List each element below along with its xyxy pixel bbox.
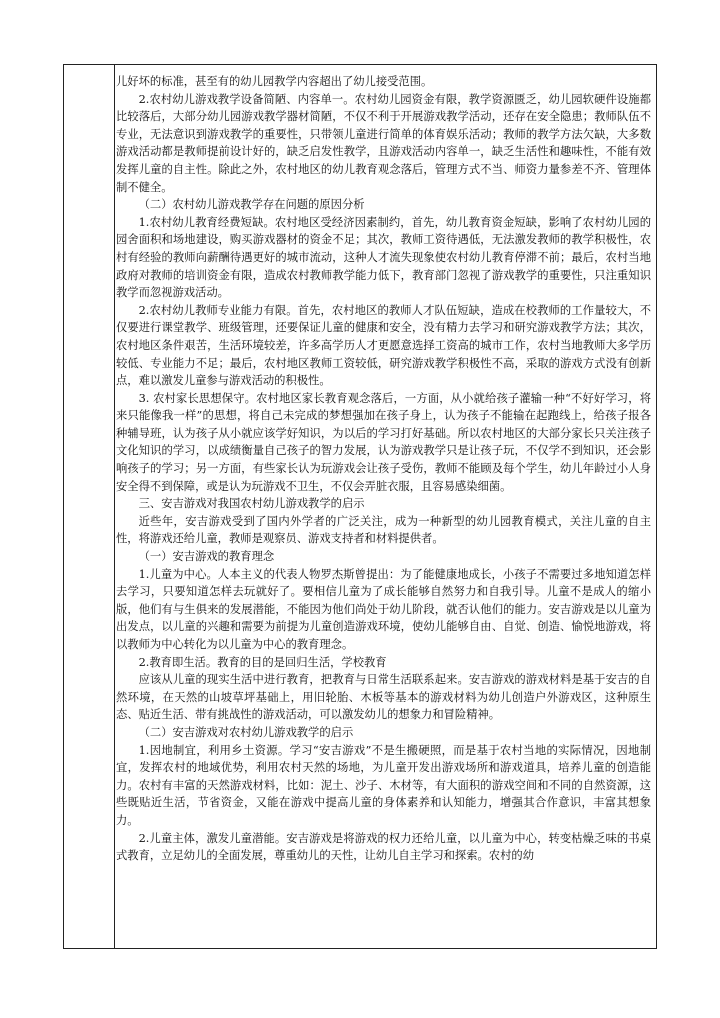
paragraph: 1.因地制宜，利用乡土资源。学习“安吉游戏”不是生搬硬照，而是基于农村当地的实际情况，因地制宜，发挥农村的地域优势，利用农村天然的场地，为儿童开发出游戏场所和游戏道具，培养儿童的创造能力。农村有丰富的天然游戏材料，比如：泥土、沙子、木材等，有大面积的游戏空间和不同的自然资源，这些既贴近生活，节省资金，又能在游戏中提高儿童的身体素养和认知能力，增强其合作意识，丰富其想象力。 xyxy=(116,743,651,827)
paragraph: 3. 农村家长思想保守。农村地区家长教育观念落后，一方面，从小就给孩子灌输一种“不好好学习，将来只能像我一样”的思想，将自己未完成的梦想强加在孩子身上，认为孩子不能输在起跑线上，给孩子报各种辅导班，认为孩子从小就应该学好知识，为以后的学习打好基础。所以农村地区的大部分家长只关注孩子文化知识的学习，以成绩衡量自己孩子的智力发展，认为游戏教学只是让孩子玩，不仅学不到知识，还会影响孩子的学习；另一方面，有些家长认为玩游戏会让孩子受伤，教师不能顾及每个学生，幼儿年龄过小人身安全得不到保障，或是认为玩游戏不卫生，不仅会弄脏衣服，且容易感染细菌。 xyxy=(116,391,651,493)
section-heading: 三、安吉游戏对我国农村幼儿游戏教学的启示 xyxy=(138,497,365,511)
paragraph: 2.教育即生活。教育的目的是回归生活，学校教育 xyxy=(138,655,387,669)
paragraph: 应该从儿童的现实生活中进行教育，把教育与日常生活联系起来。安吉游戏的游戏材料是基于安吉的自然环境，在天然的山坡草坪基础上，用旧轮胎、木板等基本的游戏材料为幼儿创造户外游戏区，这种原生态、贴近生活、带有挑战性的游戏活动，可以激发幼儿的想象力和冒险精神。 xyxy=(116,673,651,722)
paragraph: 1.儿童为中心。人本主义的代表人物罗杰斯曾提出：为了能健康地成长，小孩子不需要过多地知道怎样去学习，只要知道怎样去玩就好了。要相信儿童为了成长能够自然努力和自我引导。儿童不是成人的缩小版，他们有与生俱来的发展潜能，不能因为他们尚处于幼儿阶段，就否认他们的能力。安吉游戏是以儿童为出发点，以儿童的兴趣和需要为前提为儿童创造游戏环境，使幼儿能够自由、自觉、创造、愉悦地游戏，将以教师为中心转化为以儿童为中心的教育理念。 xyxy=(116,567,651,651)
paragraph: 儿好坏的标准，甚至有的幼儿园教学内容超出了幼儿接受范围。 xyxy=(116,75,433,88)
paragraph: 近些年，安吉游戏受到了国内外学者的广泛关注，成为一种新型的幼儿园教育模式，关注儿童的自主性，将游戏还给儿童，教师是观察员、游戏支持者和材料提供者。 xyxy=(116,514,651,546)
document-table xyxy=(63,64,657,949)
document-body xyxy=(116,73,651,865)
section-heading: （一）安吉游戏的教育理念 xyxy=(138,550,275,564)
paragraph: 1.农村幼儿教育经费短缺。农村地区受经济因素制约，首先，幼儿教育资金短缺，影响了农村幼儿园的园舍面积和场地建设，购买游戏器材的资金不足；其次，教师工资待遇低，无法激发教师的教学积极性，农村有经验的教师向薪酬待遇更好的城市流动，这种人才流失现象使农村幼儿教育停滞不前；最后，农村当地政府对教师的培训资金有限，造成农村教师教学能力低下，教育部门忽视了游戏教学的重要性，只注重知识教学而忽视游戏活动。 xyxy=(116,215,651,300)
section-heading: （二）农村幼儿游戏教学存在问题的原因分析 xyxy=(138,198,365,212)
paragraph: 2.儿童主体，激发儿童潜能。安吉游戏是将游戏的权力还给儿童，以儿童为中心，转变枯燥乏味的书桌式教育，立足幼儿的全面发展，尊重幼儿的天性，让幼儿自主学习和探索。农村的幼 xyxy=(116,831,651,863)
paragraph: 2.农村幼儿游戏教学设备简陋、内容单一。农村幼儿园资金有限，教学资源匮乏，幼儿园软硬件设施都比较落后，大部分幼儿园游戏教学器材简陋，不仅不利于开展游戏教学活动，还存在安全隐患；教师队伍不专业，无法意识到游戏教学的重要性，只带领儿童进行简单的体育娱乐活动；教师的教学方法欠缺，大多数游戏活动都是教师提前设计好的，缺乏启发性教学，且游戏活动内容单一，缺乏生活性和趣味性，不能有效发挥儿童的自主性。除此之外，农村地区的幼儿教育观念落后，管理方式不当、师资力量参差不齐、管理体制不健全。 xyxy=(116,92,651,194)
table-left-column xyxy=(64,65,115,948)
paragraph: 2.农村幼儿教师专业能力有限。首先，农村地区的教师人才队伍短缺，造成在校教师的工作量较大，不仅要进行课堂教学、班级管理，还要保证儿童的健康和安全，没有精力去学习和研究游戏教学方法；其次，农村地区条件艰苦，生活环境较差，许多高学历人才更愿意选择工资高的城市工作，农村当地教师大多学历较低、专业能力不足；最后，农村地区教师工资较低，研究游戏教学积极性不高，采取的游戏方式没有创新点，难以激发儿童参与游戏活动的积极性。 xyxy=(116,303,651,388)
section-heading: （二）安吉游戏对农村幼儿游戏教学的启示 xyxy=(138,725,354,739)
